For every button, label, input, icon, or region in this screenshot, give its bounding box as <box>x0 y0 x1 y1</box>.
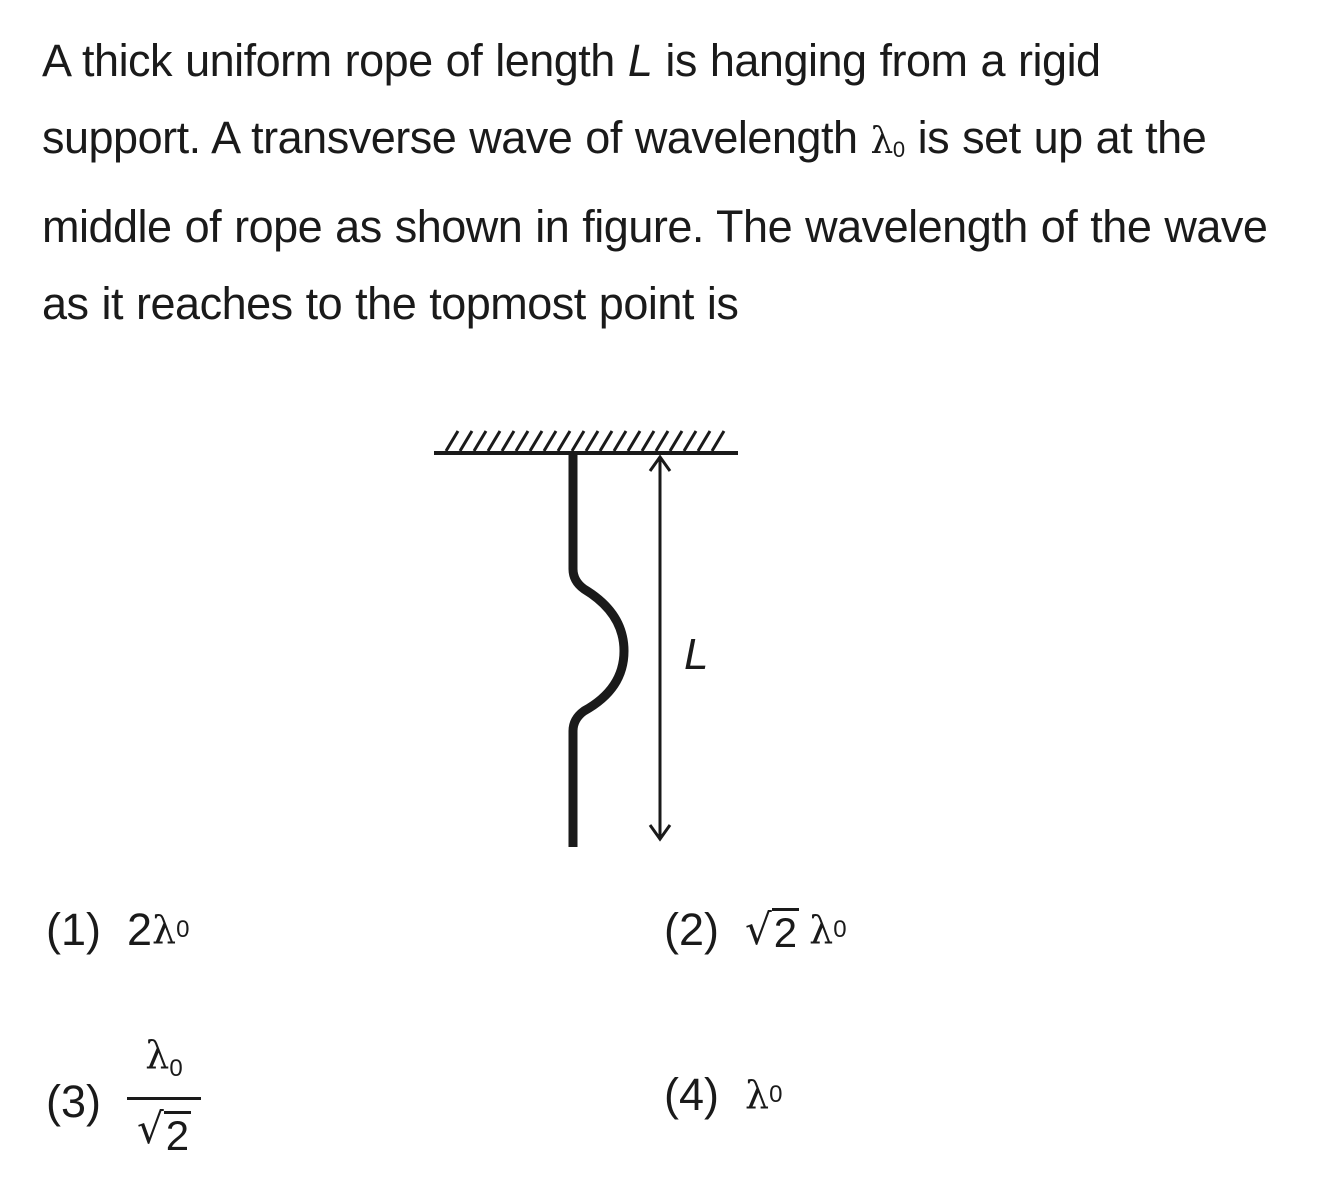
option-3[interactable] <box>46 1025 201 1158</box>
sqrt-icon: √ <box>745 905 772 954</box>
option-2-radicand: 2 <box>773 909 798 956</box>
option-2-lambda: λ <box>809 908 834 952</box>
question-part-2: is hanging from a rigid support. A transverse wave of wavelength <box>42 35 1101 163</box>
length-label: L <box>684 630 709 679</box>
option-1[interactable] <box>46 905 189 955</box>
sqrt-icon: √ <box>136 1104 164 1153</box>
option-2[interactable] <box>664 905 847 955</box>
question-text <box>42 22 1272 342</box>
lambda-symbol: λ <box>870 121 893 162</box>
rope-figure <box>420 405 760 875</box>
option-1-coefficient: 2 <box>127 904 153 955</box>
option-3-lambda: λ <box>145 1033 170 1077</box>
option-3-number: (3) <box>46 1075 101 1127</box>
option-2-number: (2) <box>664 904 719 955</box>
rope-with-wave-pulse <box>573 455 624 847</box>
option-1-number: (1) <box>46 904 101 955</box>
option-3-fraction <box>127 1025 201 1158</box>
lambda-subscript: 0 <box>892 137 905 162</box>
option-3-denominator <box>137 1100 191 1158</box>
rope-diagram <box>420 405 760 875</box>
option-3-radicand: 2 <box>165 1112 190 1159</box>
option-4[interactable] <box>664 1070 782 1120</box>
option-1-subscript: 0 <box>176 916 190 943</box>
option-2-subscript: 0 <box>833 916 847 943</box>
option-2-sqrt <box>745 905 799 955</box>
option-4-subscript: 0 <box>769 1081 783 1108</box>
option-4-number: (4) <box>664 1069 719 1120</box>
option-3-subscript: 0 <box>169 1055 183 1082</box>
option-1-lambda: λ <box>152 908 177 952</box>
option-4-lambda: λ <box>745 1073 770 1117</box>
question-part-3: is set up at the middle of rope as shown in figure. The wavelength of the wave as it reaches to the topmost point is <box>42 112 1268 329</box>
length-variable: L <box>627 35 653 86</box>
option-3-numerator <box>139 1025 188 1097</box>
support-hatching <box>446 431 724 451</box>
question-part-1: A thick uniform rope of length <box>42 35 628 86</box>
